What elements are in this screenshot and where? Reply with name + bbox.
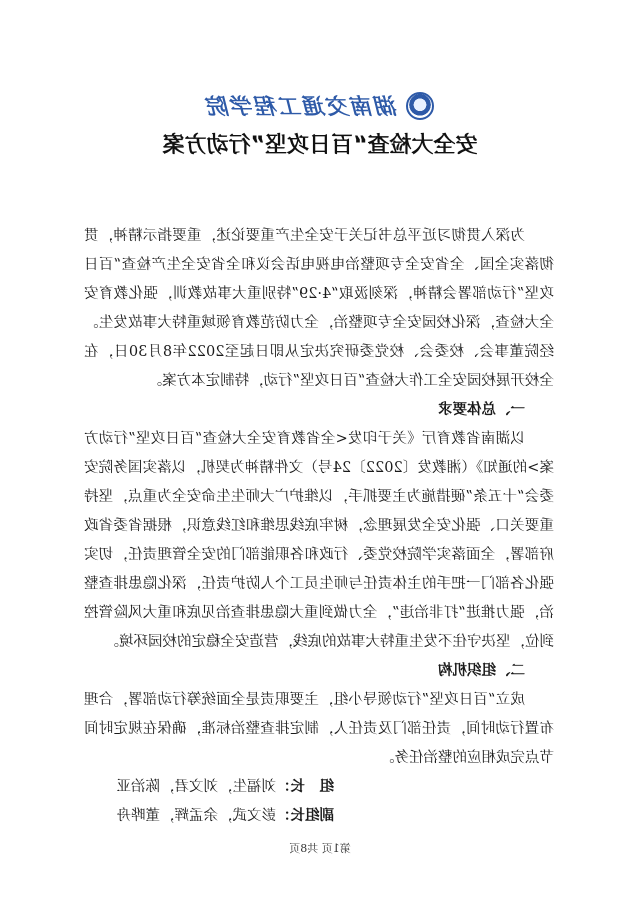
roster-role: 组 长： [276,779,334,795]
roster-names: 彭文武，余孟辉，董晔舟 [116,808,276,824]
section-paragraph: 成立“百日攻坚”行动领导小组，主要职责是全面统筹行动部署，合理布置行动时间，责任部门及责任人，制定排查整治标准，确保在规定时间节点完成相应的整治任务。 [84,692,554,766]
school-logo [0,90,640,121]
roster-row [84,802,554,831]
roster-names: 刘福生，刘文君，陈治亚 [116,779,276,795]
school-emblem-icon [406,92,434,120]
section-paragraph: 以湖南省教育厅《关于印发<全省教育安全大检查“百日攻坚”行动方案>的通知》（湘教发〔2022〕24号）文件精神为契机，以落实国务院安委会“十五条”硬措施为主要抓手，以维护广大师生生命安全为重点，坚持重要关口、强化安全发展理念，树牢底线思维和红线意识，根据省委省政府部署，全面落实学院校党委、行政和各职能部门的安全管理责任，切实强化各部门一把手的主体责任与师生员工个人防护责任，深化隐患排查整治，强力推进“打非治违”，全力做到重大隐患排查治见底和重大风险管控到位，坚决守住不发生重特大事故的底线，营造安全稳定的校园环境。 [84,431,554,650]
roster [84,773,554,831]
document-body [84,222,554,831]
section-heading: 一、总体要求 [438,402,525,418]
school-logo-text: 湖南交通工程学院 [206,94,399,120]
roster-row [84,773,554,802]
document-title: 安全大检查“百日攻坚”行动方案 [162,133,478,158]
intro-paragraph: 为深入贯彻习近平总书记关于安全生产重要论述，重要指示精神，贯彻落实全国、全省安全专项整治电视电话会议和全省安全生产检查“百日攻坚”行动部署会精神，深刻汲取“4·29”特别重大事故教训，强化教育安全大检查，深化校园安全专项整治，全力防范教育领域重特大事故发生。经院董事会、校委会、校党委研究决定从即日起至2022年8月30日，在全校开展校园安全工作大检查“百日攻坚”行动，特制定本方案。 [84,228,554,389]
section-heading: 二、组织机构 [438,663,525,679]
roster-role: 副组长： [276,808,334,824]
page-footer: 第1页 共8页 [289,842,351,855]
